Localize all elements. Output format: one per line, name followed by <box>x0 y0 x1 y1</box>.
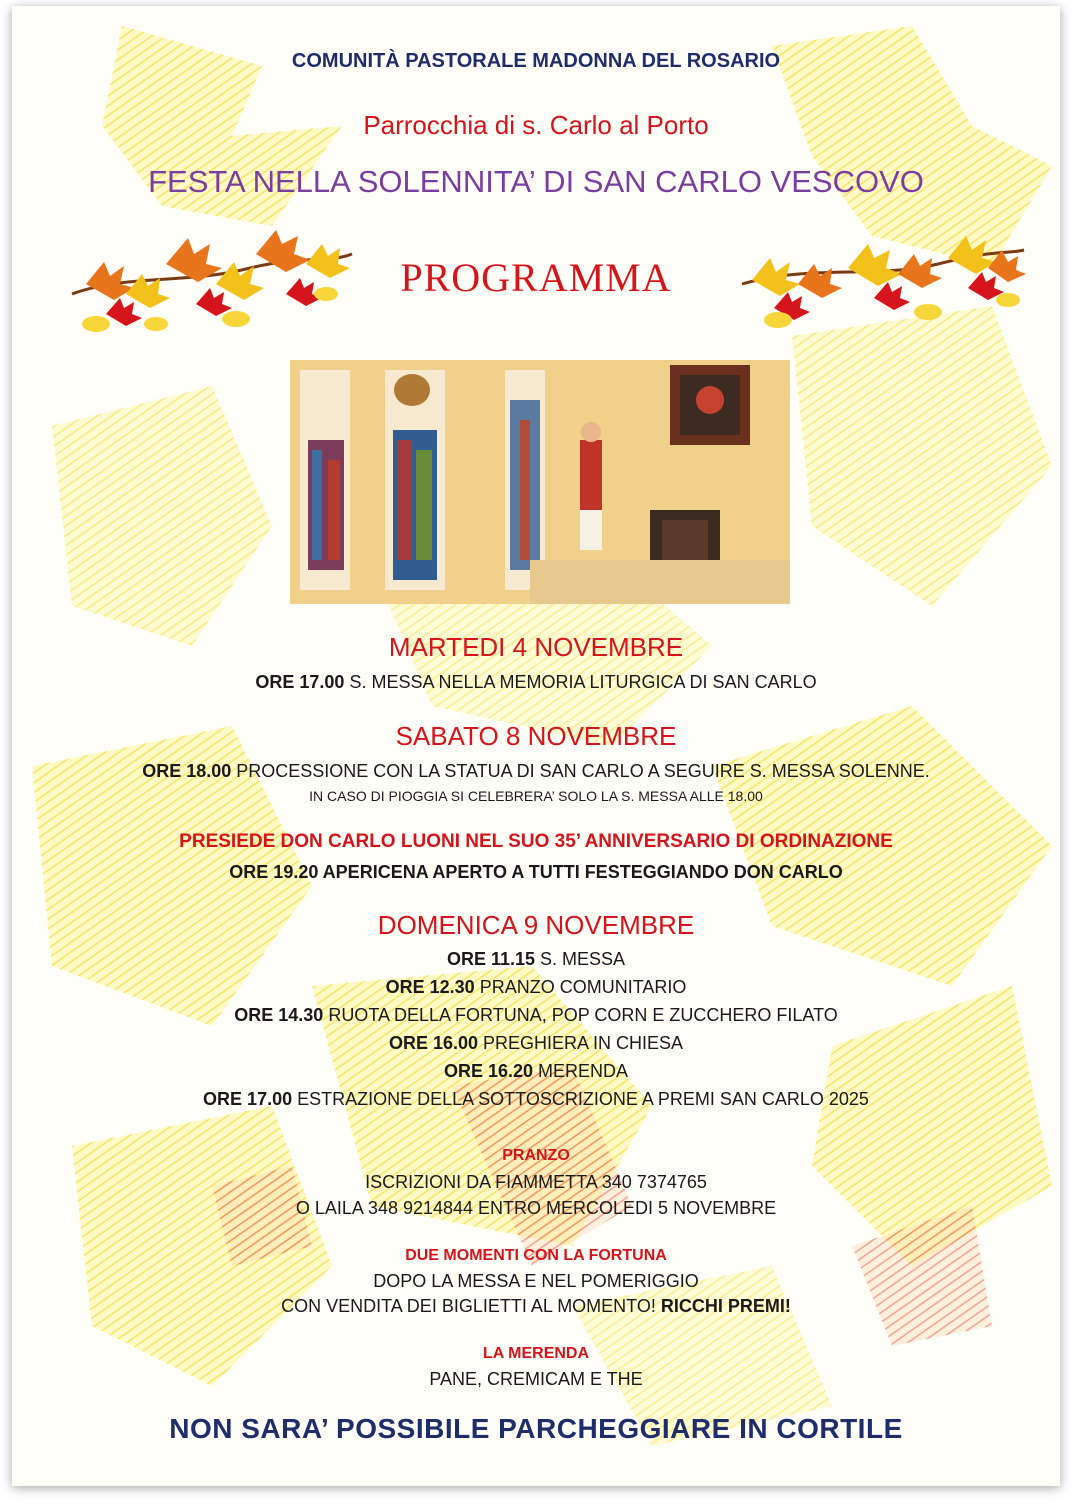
fortune-prizes: RICCHI PREMI! <box>660 1296 791 1316</box>
event-text: ESTRAZIONE DELLA SOTTOSCRIZIONE A PREMI SAN CARLO 2025 <box>292 1089 869 1109</box>
event-line <box>12 1089 1060 1110</box>
parking-notice: NON SARA’ POSSIBILE PARCHEGGIARE IN CORTILE <box>169 1413 903 1444</box>
event-text: RUOTA DELLA FORTUNA, POP CORN E ZUCCHERO FILATO <box>323 1005 838 1025</box>
event-text: S. MESSA NELLA MEMORIA LITURGICA DI SAN CARLO <box>344 672 817 692</box>
snack-title: LA MERENDA <box>482 1345 590 1362</box>
event-line <box>12 1005 1060 1026</box>
event-time: ORE 14.30 <box>234 1005 324 1025</box>
event-text: S. MESSA <box>535 949 626 969</box>
fortune-title: DUE MOMENTI CON LA FORTUNA <box>405 1247 667 1264</box>
feast-title: FESTA NELLA SOLENNITA’ DI SAN CARLO VESCOVO <box>148 164 924 199</box>
event-time: ORE 17.00 <box>203 1089 293 1109</box>
event-text: PRANZO COMUNITARIO <box>474 977 687 997</box>
program-title: PROGRAMMA <box>400 255 672 300</box>
event-line <box>12 977 1060 998</box>
parish-name: Parrocchia di s. Carlo al Porto <box>363 110 709 140</box>
day-title-sunday: DOMENICA 9 NOVEMBRE <box>377 910 695 940</box>
event-time: ORE 12.30 <box>385 977 475 997</box>
event-time: ORE 11.15 <box>446 949 536 969</box>
fortune-line-2-text: CON VENDITA DEI BIGLIETTI AL MOMENTO! <box>281 1296 661 1316</box>
event-text: MERENDA <box>533 1061 629 1081</box>
lunch-title: PRANZO <box>502 1147 570 1164</box>
event-time: ORE 16.00 <box>388 1033 478 1053</box>
community-name: COMUNITÀ PASTORALE MADONNA DEL ROSARIO <box>291 50 781 72</box>
event-time: ORE 18.00 <box>142 761 232 781</box>
rain-note: IN CASO DI PIOGGIA SI CELEBRERA’ SOLO LA S. MESSA ALLE 18.00 <box>309 788 763 804</box>
lunch-line-2: O LAILA 348 9214844 ENTRO MERCOLEDI 5 NOVEMBRE <box>295 1198 777 1218</box>
autumn-leaves-right <box>738 224 1028 334</box>
poster <box>12 6 1060 1486</box>
event-line <box>12 672 1060 693</box>
event-time: ORE 16.20 <box>443 1061 534 1081</box>
event-line <box>12 1061 1060 1082</box>
day-title-saturday: SABATO 8 NOVEMBRE <box>395 721 677 751</box>
event-text: PREGHIERA IN CHIESA <box>478 1033 684 1053</box>
apericena-note: ORE 19.20 APERICENA APERTO A TUTTI FESTEGGIANDO DON CARLO <box>229 862 843 882</box>
event-time: ORE 17.00 <box>255 672 345 692</box>
day-title-tuesday: MARTEDI 4 NOVEMBRE <box>388 632 684 662</box>
event-line <box>12 1033 1060 1054</box>
lunch-line-1: ISCRIZIONI DA FIAMMETTA 340 7374765 <box>365 1172 707 1192</box>
presides-note: PRESIEDE DON CARLO LUONI NEL SUO 35’ ANNIVERSARIO DI ORDINAZIONE <box>179 831 893 852</box>
snack-line: PANE, CREMICAM E THE <box>429 1369 643 1389</box>
fortune-line-1: DOPO LA MESSA E NEL POMERIGGIO <box>373 1271 699 1291</box>
event-line <box>12 761 1060 782</box>
church-interior-photo <box>290 360 790 604</box>
event-text: PROCESSIONE CON LA STATUA DI SAN CARLO A SEGUIRE S. MESSA SOLENNE. <box>231 761 930 781</box>
fortune-line-2 <box>12 1296 1060 1317</box>
event-line <box>12 949 1060 970</box>
